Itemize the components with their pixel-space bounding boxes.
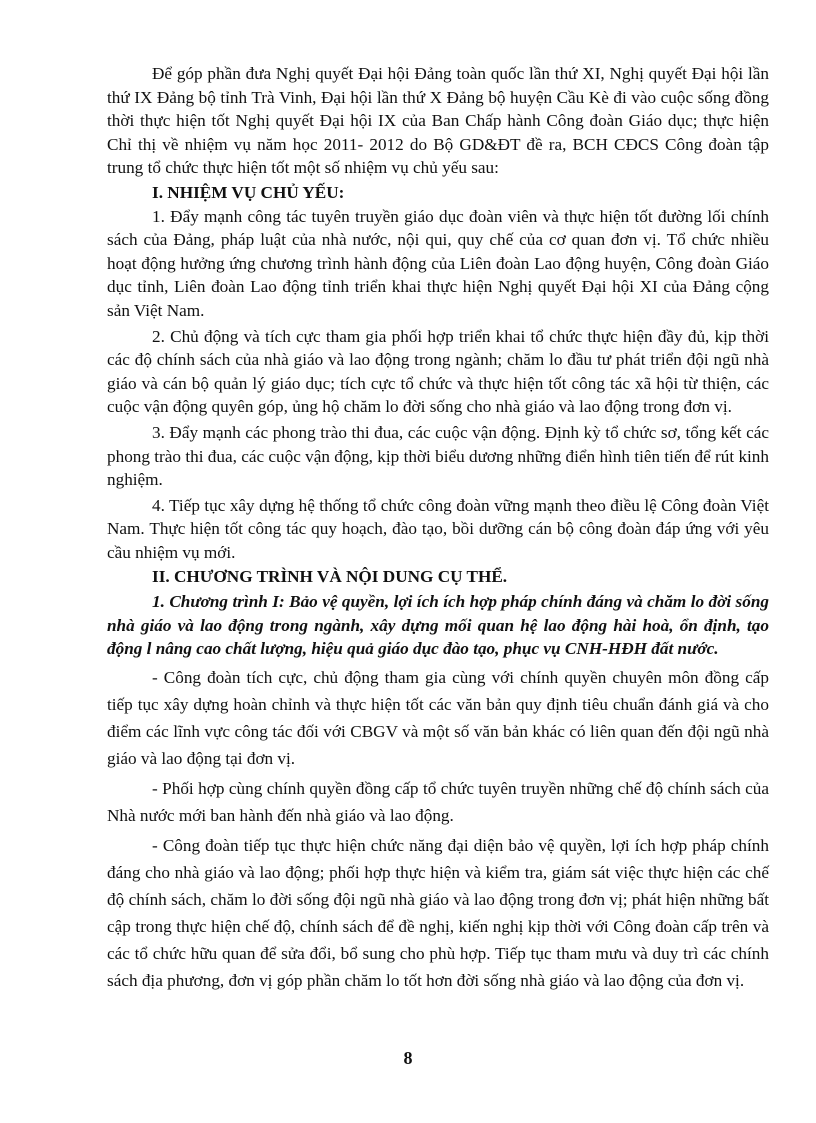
section-1-item-3: 3. Đẩy mạnh các phong trào thi đua, các cuộc vận động. Định kỳ tổ chức sơ, tổng kết các phong trào thi đua, các cuộc vận động, kịp thời biểu dương những điển hình tiên tiến để rút kinh nghiệm. — [107, 422, 769, 490]
program-1-bullet-3: - Công đoàn tiếp tục thực hiện chức năng đại diện bảo vệ quyền, lợi ích hợp pháp chính đáng cho nhà giáo và lao động; phối hợp thực hiện và kiểm tra, giám sát việc thực hiện các chế độ chính sách, chăm lo đời sống đội ngũ nhà giáo và lao động trong đơn vị; phát hiện những bất cập trong thực hiện chế độ, chính sách để đề nghị, kiến nghị kịp thời với Công đoàn cấp trên và các tổ chức hữu quan để sửa đổi, bổ sung cho phù hợp. Tiếp tục tham mưu và duy trì các chính sách địa phương, đơn vị góp phần chăm lo tốt hơn đời sống nhà giáo và lao động của đơn vị. — [107, 835, 769, 990]
section-1-heading: I. NHIỆM VỤ CHỦ YẾU: — [152, 182, 345, 202]
section-1-item-1: 1. Đẩy mạnh công tác tuyên truyền giáo dục đoàn viên và thực hiện tốt đường lối chính sách của Đảng, pháp luật của nhà nước, nội qui, quy chế của cơ quan đơn vị. Tổ chức nhiều hoạt động hưởng ứng chương trình hành động của Liên đoàn Lao động huyện, Công đoàn Giáo dục tỉnh, Liên đoàn Lao động tỉnh triển khai thực hiện Nghị quyết Đại hội XI của Đảng cộng sản Việt Nam. — [107, 206, 769, 320]
intro-paragraph: Để góp phần đưa Nghị quyết Đại hội Đảng toàn quốc lần thứ XI, Nghị quyết Đại hội lần thứ IX Đảng bộ tỉnh Trà Vinh, Đại hội lần thứ X Đảng bộ huyện Cầu Kè đi vào cuộc sống đồng thời thực hiện tốt Nghị quyết Đại hội IX của Ban Chấp hành Công đoàn Giáo dục; thực hiện Chỉ thị về nhiệm vụ năm học 2011- 2012 do Bộ GD&ĐT đề ra, BCH CĐCS Công đoàn tập trung tổ chức thực hiện tốt một số nhiệm vụ chủ yếu sau: — [107, 64, 769, 178]
page-number: 8 — [403, 1048, 413, 1068]
document-page — [107, 62, 769, 994]
section-1-item-2: 2. Chủ động và tích cực tham gia phối hợp triển khai tổ chức thực hiện đầy đủ, kịp thời các độ chính sách của nhà giáo và lao động trong ngành; chăm lo đầu tư phát triển đội ngũ nhà giáo và cán bộ quản lý giáo dục; tích cực tổ chức và thực hiện tốt công tác xã hội từ thiện, các cuộc vận động quyên góp, ủng hộ chăm lo đời sống cho nhà giáo và lao động trong đơn vị. — [107, 326, 769, 417]
section-1-item-4: 4. Tiếp tục xây dựng hệ thống tổ chức công đoàn vững mạnh theo điều lệ Công đoàn Việt Nam. Thực hiện tốt công tác quy hoạch, đào tạo, bồi dưỡng cán bộ công đoàn đáp ứng với yêu cầu nhiệm vụ mới. — [107, 495, 769, 562]
program-1-heading: 1. Chương trình I: Bảo vệ quyền, lợi ích ích hợp pháp chính đáng và chăm lo đời sống nhà giáo và lao động trong ngành, xây dựng mối quan hệ lao động hài hoà, ổn định, tạo động l nâng cao chất lượng, hiệu quả giáo dục đào tạo, phục vụ CNH-HĐH đất nước. — [107, 592, 769, 659]
section-2-heading: II. CHƯƠNG TRÌNH VÀ NỘI DUNG CỤ THỂ. — [152, 567, 508, 587]
program-1-bullet-1: - Công đoàn tích cực, chủ động tham gia cùng với chính quyền chuyên môn đồng cấp tiếp tục xây dựng hoàn chỉnh và thực hiện tốt các văn bản quy định tiêu chuẩn đánh giá và cho điểm các lĩnh vực công tác đối với CBGV và một số văn bản khác có liên quan đến đội ngũ nhà giáo và lao động tại đơn vị. — [107, 667, 769, 768]
program-1-bullet-2: - Phối hợp cùng chính quyền đồng cấp tổ chức tuyên truyền những chế độ chính sách của Nhà nước mới ban hành đến nhà giáo và lao động. — [107, 778, 769, 825]
